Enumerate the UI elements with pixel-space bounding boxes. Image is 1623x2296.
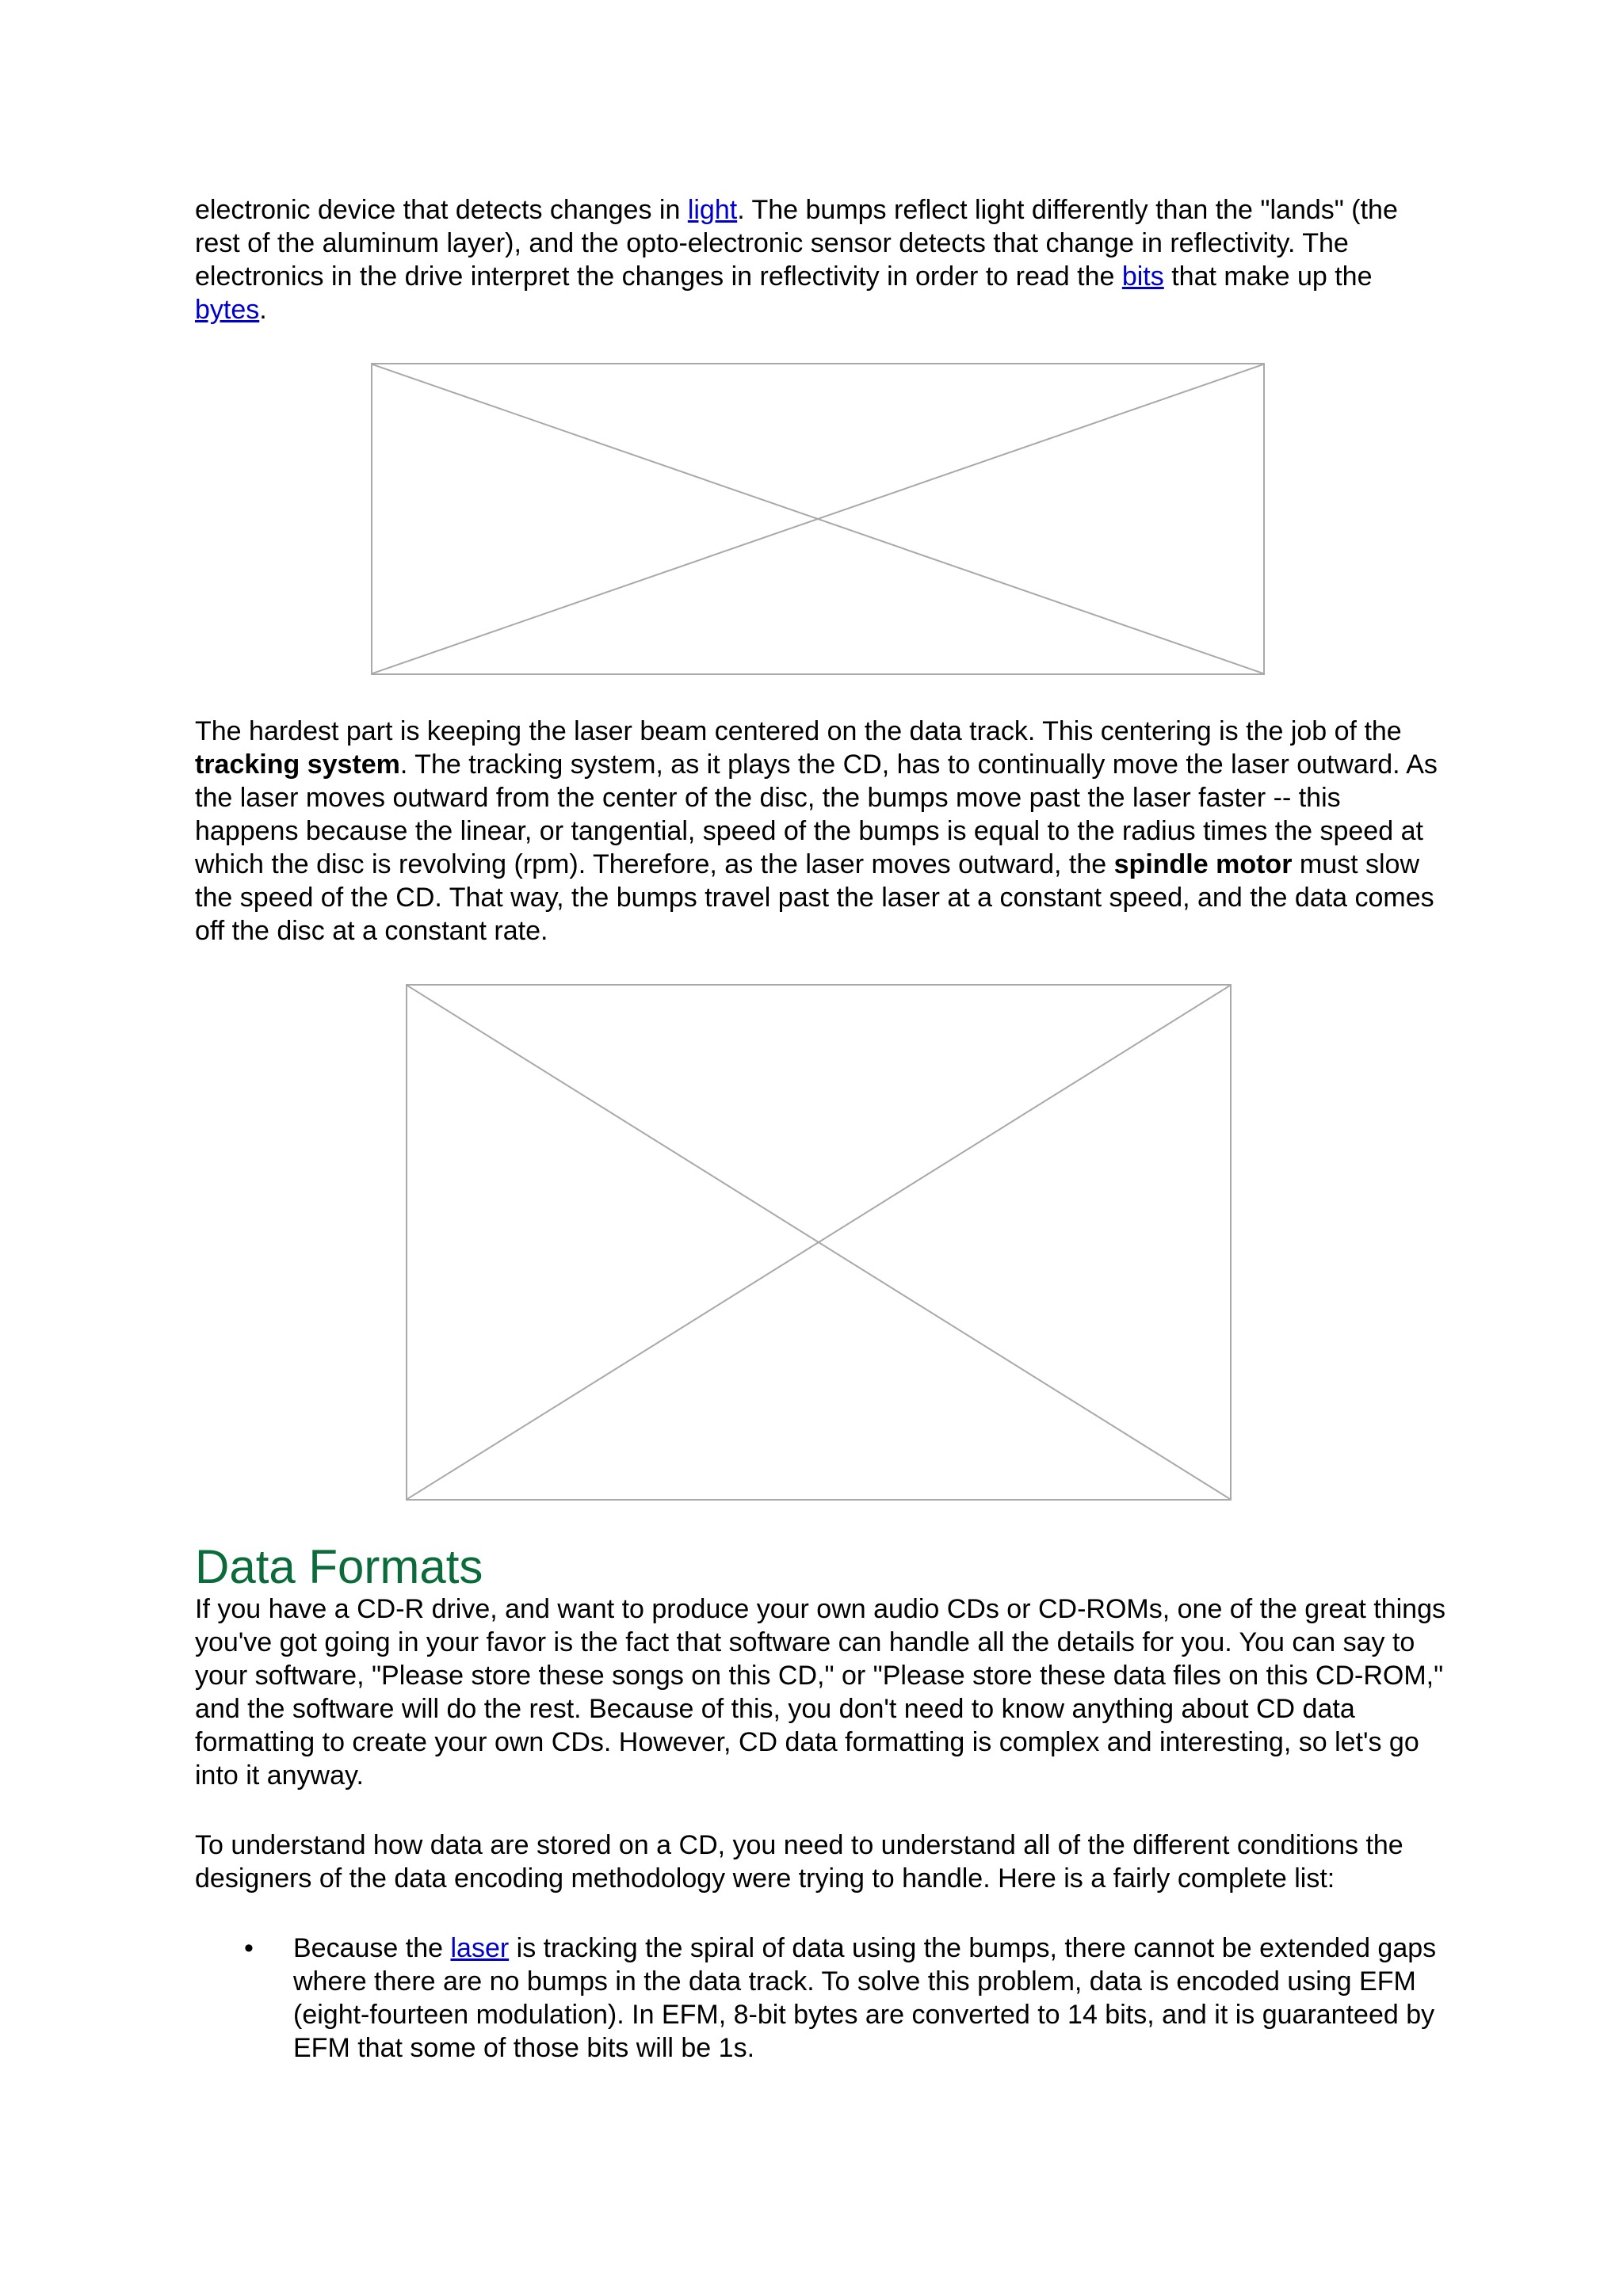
paragraph-cd-r-software: If you have a CD-R drive, and want to produce your own audio CDs or CD-ROMs, one of the great things you've got going in your favor is the fact that software can handle all the details for you. You can say to your software, "Please store these songs on this CD," or "Please store these data files on this CD-ROM," and the software will do the rest. Because of this, you don't need to know anything about CD data formatting to create your own CDs. However, CD data formatting is complex and interesting, so let's go into it anyway. — [195, 1594, 1445, 1791]
list-item — [244, 1932, 1447, 2065]
conditions-list — [195, 1932, 1447, 2065]
text: must slow the speed of the CD. That way, the bumps travel past the laser at a constant speed, and the data comes off the disc at a constant rate. — [195, 849, 1434, 946]
text: electronic device that detects changes in — [195, 195, 688, 225]
paragraph-tracking-system — [195, 715, 1447, 948]
text: that make up the — [1163, 261, 1373, 292]
text: . The tracking system, as it plays the CD, has to continually move the laser outward. As the laser moves outward from the center of the disc, the bumps move past the laser faster -- this happens because the linear, or tangential, speed of the bumps is equal to the radius times the speed at which the disc is revolving (rpm). Therefore, as the laser moves outward, the — [195, 749, 1438, 879]
link-light[interactable]: light — [687, 195, 738, 225]
text: Because the — [293, 1933, 451, 1963]
image-placeholder-2 — [406, 984, 1232, 1501]
document-page — [195, 193, 1447, 2065]
text: The hardest part is keeping the laser beam centered on the data track. This centering is the job of the — [195, 716, 1402, 746]
bold-term-tracking-system: tracking system — [195, 749, 400, 780]
paragraph-optical-sensor — [195, 193, 1447, 326]
bullet-icon: • — [244, 1933, 254, 1963]
text: . The bumps reflect light differently than the "lands" (the rest of the aluminum layer), and the opto-electronic sensor detects that change in reflectivity. The electronics in the drive interpret the changes in reflectivity in order to read the — [195, 195, 1398, 292]
broken-image-icon — [372, 364, 1263, 673]
text: is tracking the spiral of data using the bumps, there cannot be extended gaps where there are no bumps in the data track. To solve this problem, data is encoded using EFM (eight-fourteen modulation). In EFM, 8-bit bytes are converted to 14 bits, and it is guaranteed by EFM that some of those bits will be 1s. — [293, 1933, 1437, 2063]
bold-term-spindle-motor: spindle motor — [1113, 849, 1293, 879]
broken-image-icon — [407, 986, 1230, 1499]
link-laser[interactable]: laser — [450, 1933, 510, 1963]
link-bytes[interactable]: bytes — [195, 295, 260, 325]
image-placeholder-1 — [371, 363, 1265, 675]
link-bits[interactable]: bits — [1121, 261, 1164, 292]
text: . — [259, 295, 267, 325]
paragraph-data-conditions: To understand how data are stored on a CD, you need to understand all of the different conditions the designers of the data encoding methodology were trying to handle. Here is a fairly complete list: — [195, 1830, 1403, 1894]
section-heading: Data Formats — [195, 1540, 483, 1593]
